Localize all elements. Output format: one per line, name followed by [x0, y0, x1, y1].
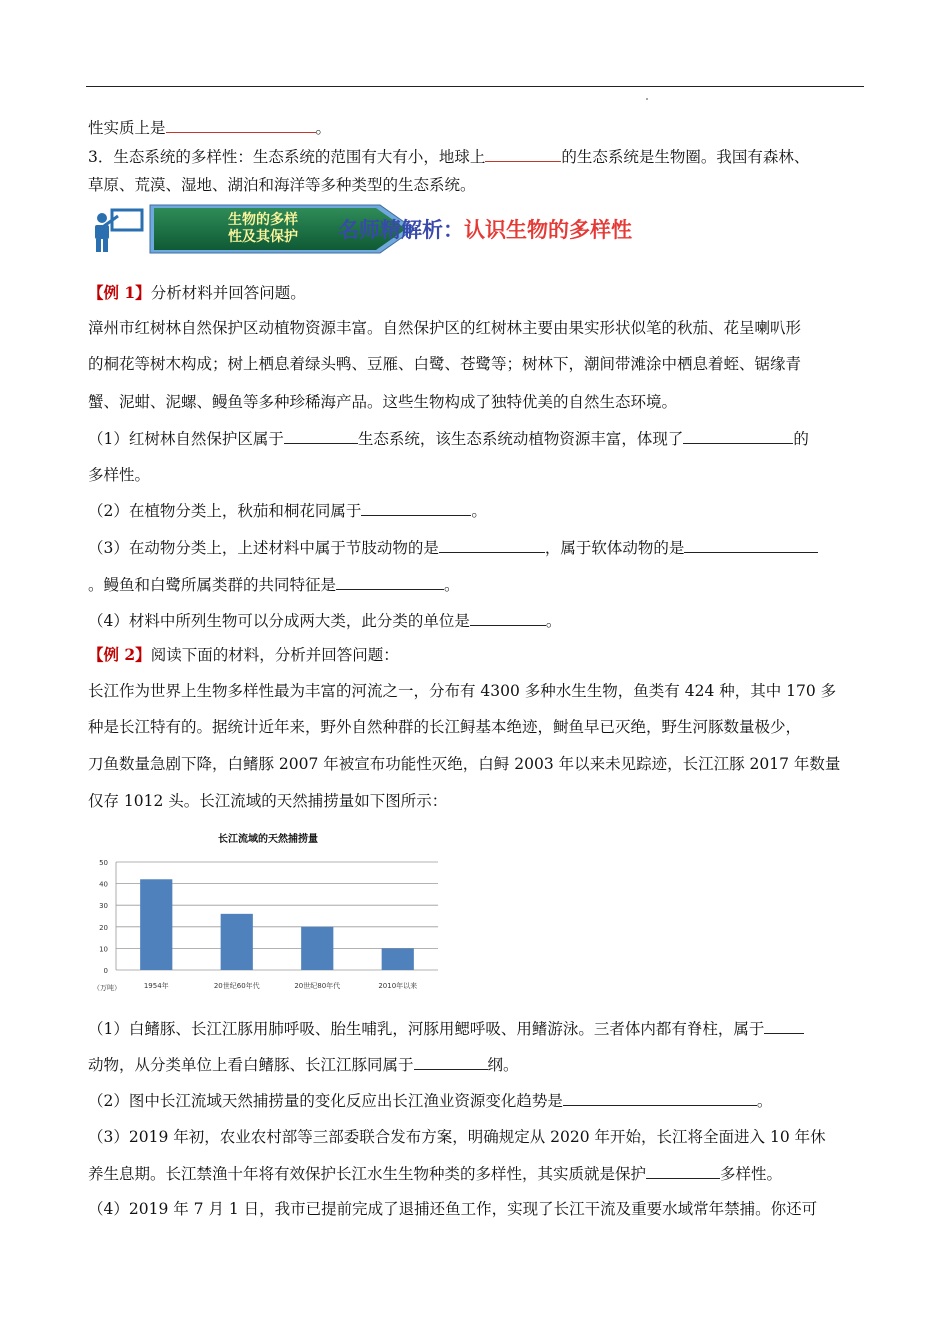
example-1-header: [88, 283, 306, 303]
top-line-1-text: 性实质上是: [88, 119, 166, 137]
chart-bars: [140, 879, 414, 970]
chart-x-tick-label: 2010年以来: [378, 982, 418, 990]
q-text: ，属于软体动物的是: [544, 539, 685, 557]
answer-blank[interactable]: [414, 1054, 488, 1070]
chart-bar: [221, 914, 253, 970]
q-text: 。: [756, 1092, 773, 1110]
chart-bar: [382, 948, 414, 970]
answer-blank[interactable]: [646, 1163, 720, 1179]
example-2-intro: 阅读下面的材料，分析并回答问题：: [150, 646, 399, 664]
chart-y-tick-label: 10: [99, 945, 108, 954]
q-text: 。: [444, 576, 460, 594]
answer-blank[interactable]: [284, 428, 358, 444]
example-2-q1-cont: [88, 1054, 519, 1075]
example-2-para-line: 仅存 1012 头。长江流域的天然捕捞量如下图所示：: [88, 792, 448, 810]
chart-y-tick-label: 20: [99, 923, 108, 932]
answer-blank[interactable]: [470, 610, 546, 626]
section-banner: [88, 202, 848, 256]
banner-title-prefix: 名师精解析：: [338, 218, 464, 242]
answer-blank[interactable]: [166, 117, 316, 133]
q-text: 纲。: [487, 1056, 519, 1074]
chart-y-tick-label: 40: [99, 880, 108, 889]
banner-tag-line-2: 性及其保护: [228, 229, 298, 245]
example-2-q4: （4）2019 年 7 月 1 日，我市已提前完成了退捕还鱼工作，实现了长江干流及重要水域常年禁捕。你还可: [88, 1200, 818, 1218]
chart-x-ticks: [144, 981, 417, 990]
q-text: （3）在动物分类上，上述材料中属于节肢动物的是: [88, 539, 439, 557]
chart-bar: [140, 879, 172, 970]
header-rule: [86, 86, 864, 87]
q-text: 养生息期。长江禁渔十年将有效保护长江水生生物种类的多样性，其实质就是保护: [88, 1165, 647, 1183]
example-1-q1: [88, 428, 809, 449]
example-1-q2: [88, 500, 487, 521]
example-1-q3: [88, 537, 818, 558]
banner-title: [338, 214, 632, 244]
punct: 。: [315, 119, 332, 137]
example-2-header: [88, 645, 399, 665]
example-1-label: 【例 1】: [88, 283, 151, 302]
answer-blank[interactable]: [485, 146, 561, 162]
answer-blank[interactable]: [563, 1090, 757, 1106]
chart-unit-label: （万吨）: [93, 984, 121, 992]
chart-y-tick-label: 30: [99, 902, 108, 911]
q-text: （2）在植物分类上，秋茄和桐花同属于: [88, 502, 362, 520]
example-2-para-line: 刀鱼数量急剧下降，白鳍豚 2007 年被宣布功能性灭绝，白鲟 2003 年以来未见踪迹，长江江豚 2017 年数量: [88, 755, 841, 773]
banner-tag-line-1: 生物的多样: [228, 212, 298, 228]
top-line-2: [88, 146, 809, 167]
answer-blank[interactable]: [336, 574, 444, 590]
example-2-para-line: 长江作为世界上生物多样性最为丰富的河流之一，分布有 4300 多种水生生物，鱼类有 424 种，其中 170 多: [88, 682, 837, 700]
top-line-2-text-a: 3．生态系统的多样性：生态系统的范围有大有小，地球上: [88, 148, 486, 166]
q-text: 生态系统，该生态系统动植物资源丰富，体现了: [357, 430, 684, 448]
chart-y-tick-label: 50: [99, 859, 108, 867]
chart-y-ticks: [99, 859, 108, 975]
q-text: （1）红树林自然保护区属于: [88, 430, 284, 448]
chart-bar: [301, 927, 333, 970]
chart-x-tick-label: 1954年: [143, 982, 169, 990]
example-1-q1-cont: 多样性。: [88, 466, 151, 484]
example-1-q3-cont: [88, 574, 460, 595]
chart-title: 长江流域的天然捕捞量: [218, 834, 318, 845]
q-text: （2）图中长江流域天然捕捞量的变化反应出长江渔业资源变化趋势是: [88, 1092, 563, 1110]
q-text: 多样性。: [720, 1165, 783, 1183]
example-2-para-line: 种是长江特有的。据统计近年来，野外自然种群的长江鲟基本绝迹，鲥鱼早已灭绝，野生河豚数量极少，: [88, 718, 802, 736]
answer-blank[interactable]: [684, 537, 818, 553]
top-line-2-text-b: 的生态系统是生物圈。我国有森林、: [561, 148, 810, 166]
example-1-intro: 分析材料并回答问题。: [150, 284, 306, 302]
q-text: （4）材料中所列生物可以分成两大类，此分类的单位是: [88, 612, 470, 630]
answer-blank[interactable]: [683, 428, 793, 444]
example-1-q4: [88, 610, 561, 631]
example-2-q2: [88, 1090, 772, 1111]
example-1-para-line: 的桐花等树木构成；树上栖息着绿头鸭、豆雁、白鹭、苍鹭等；树林下，潮间带滩涂中栖息着蛭、锯缘青: [88, 355, 802, 373]
example-1-para-line: 漳州市红树林自然保护区动植物资源丰富。自然保护区的红树林主要由果实形状似笔的秋茄、花呈喇叭形: [88, 319, 802, 337]
example-2-label: 【例 2】: [88, 645, 151, 664]
q-text: 。: [471, 502, 487, 520]
example-2-q3-cont: [88, 1163, 782, 1184]
q-text: 。: [545, 612, 562, 630]
chart-y-tick-label: 0: [103, 967, 108, 975]
header-dot: [646, 98, 648, 100]
teacher-icon: [88, 206, 148, 252]
q-text: 。鳗鱼和白鹭所属类群的共同特征是: [88, 576, 337, 594]
top-line-1: [88, 117, 331, 138]
answer-blank[interactable]: [439, 537, 545, 553]
q-text: 动物，从分类单位上看白鳍豚、长江江豚同属于: [88, 1056, 414, 1074]
q-text: （1）白鳍豚、长江江豚用肺呼吸、胎生哺乳，河豚用鳃呼吸、用鳍游泳。三者体内都有脊柱，属于: [88, 1020, 765, 1038]
chart-x-tick-label: 20世纪60年代: [213, 982, 260, 990]
q-text: 的: [793, 430, 809, 448]
answer-blank[interactable]: [361, 500, 471, 516]
catch-volume-chart: [88, 826, 448, 996]
example-2-q1: [88, 1018, 804, 1039]
top-line-3: 草原、荒漠、湿地、湖泊和海洋等多种类型的生态系统。: [88, 176, 476, 194]
example-1-para-line: 蟹、泥蚶、泥螺、鳗鱼等多种珍稀海产品。这些生物构成了独特优美的自然生态环境。: [88, 393, 678, 411]
chart-x-tick-label: 20世纪80年代: [294, 982, 341, 990]
example-2-q3: （3）2019 年初，农业农村部等三部委联合发布方案，明确规定从 2020 年开始，长江将全面进入 10 年休: [88, 1128, 826, 1146]
answer-blank[interactable]: [764, 1018, 804, 1034]
banner-title-topic: 认识生物的多样性: [464, 218, 632, 242]
